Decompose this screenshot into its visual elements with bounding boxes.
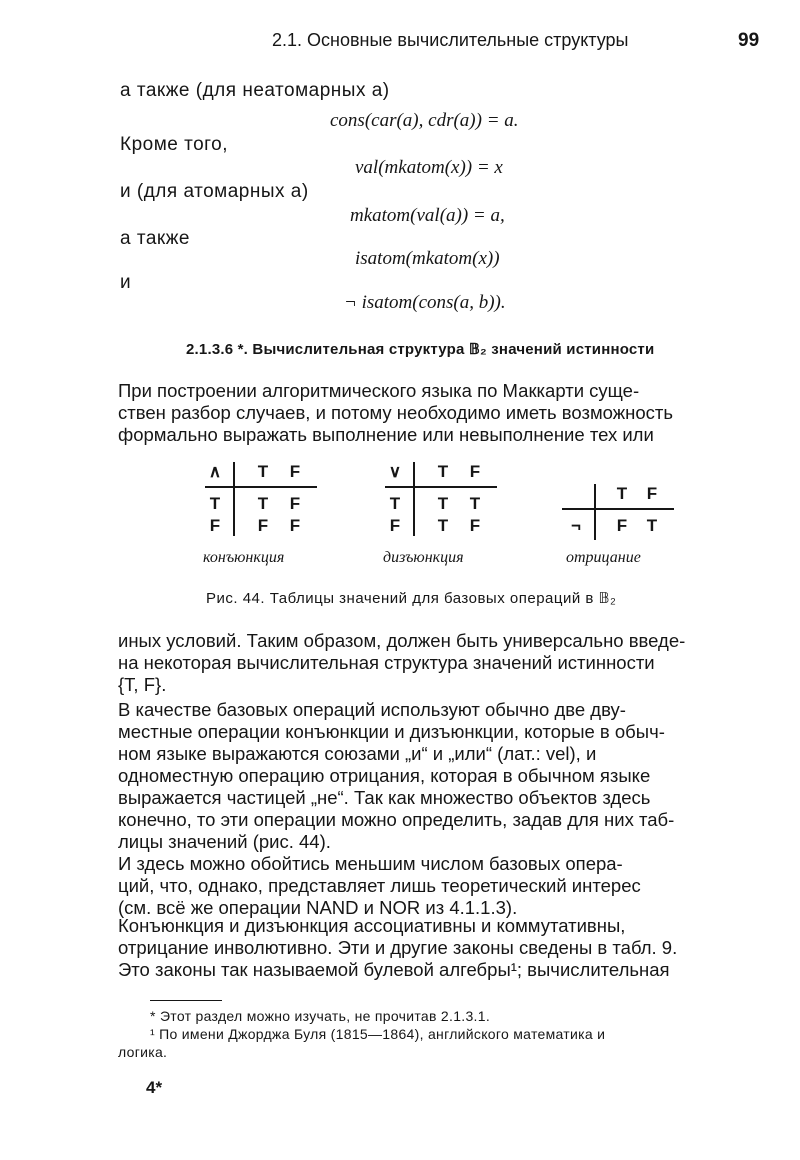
col-header: F [469, 462, 481, 481]
table-divider [413, 462, 415, 536]
table-divider [205, 486, 317, 488]
row-header: T [209, 494, 221, 513]
text-line: {T, F}. [118, 674, 167, 695]
text-line: Конъюнкция и дизъюнкция ассоциативны и коммутативны, [118, 915, 626, 936]
math-text-2: Кроме того, [120, 134, 229, 155]
text-line: одноместную операцию отрицания, которая в обычном языке [118, 765, 651, 786]
math-text-3: и (для атомарных а) [120, 181, 309, 202]
math-text-1: а также (для неатомарных а) [120, 80, 390, 101]
paragraph-1 [118, 380, 758, 446]
paragraph-2 [118, 630, 758, 696]
table-divider [233, 462, 235, 536]
page-number: 99 [738, 30, 760, 51]
figure-caption: Рис. 44. Таблицы значений для базовых операций в 𝔹₂ [206, 590, 617, 607]
cell: F [616, 516, 628, 535]
op-symbol: ∧ [208, 462, 222, 481]
text-line: В качестве базовых операций используют обычно две дву- [118, 699, 626, 720]
footnote-star: * Этот раздел можно изучать, не прочитав 2.1.3.1. [150, 1008, 491, 1024]
text-line: лицы значений (рис. 44). [118, 831, 331, 852]
col-header: T [616, 484, 628, 503]
math-text-4: а также [120, 228, 190, 249]
cell: T [437, 516, 449, 535]
cell: T [437, 494, 449, 513]
text-line: И здесь можно обойтись меньшим числом базовых опера- [118, 853, 623, 874]
text-line: Это законы так называемой булевой алгебры¹; вычислительная [118, 959, 670, 980]
cell: F [289, 516, 301, 535]
negation-caption: отрицание [566, 549, 641, 566]
col-header: F [646, 484, 658, 503]
text-line: отрицание инволютивно. Эти и другие законы сведены в табл. 9. [118, 937, 678, 958]
negation-table [562, 484, 674, 542]
table-divider [385, 486, 497, 488]
row-header: F [209, 516, 221, 535]
paragraph-4 [118, 853, 758, 919]
footnote-1-cont: логика. [118, 1044, 168, 1060]
conjunction-caption: конъюнкция [203, 549, 285, 566]
cell: T [646, 516, 658, 535]
cell: F [289, 494, 301, 513]
col-header: T [257, 462, 269, 481]
formula-3: mkatom(val(a)) = a, [350, 205, 505, 226]
formula-4: isatom(mkatom(x)) [355, 248, 500, 269]
text-line: конечно, то эти операции можно определить, задав для них таб- [118, 809, 675, 830]
col-header: F [289, 462, 301, 481]
section-heading: 2.1.3.6 *. Вычислительная структура 𝔹₂ значений истинности [186, 341, 655, 358]
text-line: (см. всё же операции NAND и NOR из 4.1.1.3). [118, 897, 518, 918]
math-text-5: и [120, 272, 132, 293]
paragraph-3 [118, 699, 758, 853]
disjunction-table [385, 462, 497, 542]
footnote-1: ¹ По имени Джорджа Буля (1815—1864), английского математика и [150, 1026, 606, 1042]
text-line: ном языке выражаются союзами „и“ и „или“ (лат.: vel), и [118, 743, 597, 764]
formula-5: ¬ isatom(cons(a, b)). [344, 292, 506, 313]
text-line: выражается частицей „не“. Так как множество объектов здесь [118, 787, 651, 808]
running-title: 2.1. Основные вычислительные структуры [272, 30, 629, 50]
formula-2: val(mkatom(x)) = x [355, 157, 503, 178]
table-divider [594, 484, 596, 540]
text-line: При построении алгоритмического языка по Маккарти суще- [118, 380, 640, 401]
footnote-rule [150, 1000, 222, 1001]
signature-mark: 4* [146, 1078, 163, 1097]
cell: T [257, 494, 269, 513]
conjunction-table [205, 462, 317, 542]
text-line: на некоторая вычислительная структура значений истинности [118, 652, 655, 673]
cell: T [469, 494, 481, 513]
disjunction-caption: дизъюнкция [383, 549, 464, 566]
text-line: ций, что, однако, представляет лишь теоретический интерес [118, 875, 641, 896]
op-symbol: ∨ [388, 462, 402, 481]
text-line: ствен разбор случаев, и потому необходимо иметь возможность [118, 402, 673, 423]
text-line: иных условий. Таким образом, должен быть универсально введе- [118, 630, 686, 651]
text-line: местные операции конъюнкции и дизъюнкции, которые в обыч- [118, 721, 665, 742]
paragraph-5 [118, 915, 758, 981]
cell: F [257, 516, 269, 535]
cell: F [469, 516, 481, 535]
table-divider [562, 508, 674, 510]
col-header: T [437, 462, 449, 481]
op-symbol: ¬ [571, 516, 581, 535]
row-header: F [389, 516, 401, 535]
row-header: T [389, 494, 401, 513]
formula-1: cons(car(a), cdr(a)) = a. [330, 110, 519, 131]
text-line: формально выражать выполнение или невыполнение тех или [118, 424, 654, 445]
